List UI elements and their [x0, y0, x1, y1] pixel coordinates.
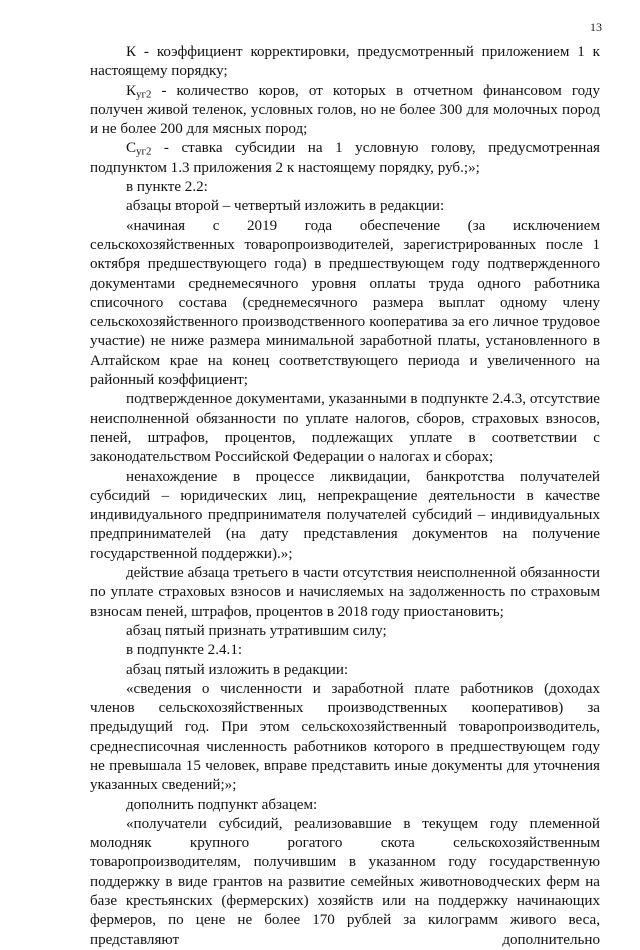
paragraph: в подпункте 2.4.1:: [126, 642, 243, 659]
symbol-subscript: уг2: [136, 88, 152, 101]
paragraph: [90, 139, 600, 178]
paragraph: [90, 82, 600, 140]
paragraph: К - коэффициент корректировки, предусмотренный приложением 1 к настоящему порядку;: [90, 44, 600, 80]
paragraph: абзац пятый изложить в редакции:: [126, 661, 349, 678]
paragraph: в пункте 2.2:: [126, 179, 208, 196]
paragraph: действие абзаца третьего в части отсутствия неисполненной обязанности по уплате страховых взносов и начисляемых на задолженность по страховым взносам пеней, штрафов, процентов в 2018 году приостановить;: [90, 565, 600, 620]
paragraph: «получатели субсидий, реализовавшие в текущем году племенной молодняк крупного рогатого скота сельскохозяйственным товаропроизводителям, получившим в указанном году государственную поддержку в виде грантов на развитие семейных животноводческих ферм на базе крестьянских (фермерских) хозяйств или на поддержку начинающих фермеров, по цене не более 170 рублей за килограмм живого веса, представляют дополнительно: [90, 815, 600, 948]
paragraph: дополнить подпункт абзацем:: [126, 796, 318, 813]
paragraph: абзац пятый признать утратившим силу;: [126, 622, 387, 639]
paragraph-text: - ставка субсидии на 1 условную голову, предусмотренная подпунктом 1.3 приложения 2 к настоящему порядку, руб.;»;: [90, 140, 600, 176]
symbol: К: [126, 82, 137, 99]
paragraph: ненахождение в процессе ликвидации, банкротства получателей субсидий – юридических лиц, непрекращение деятельности в качестве индивидуального предпринимателя получателей субсидий – индивидуальных предпринимателей (на дату представления документов на получение государственной поддержки).»;: [90, 468, 600, 562]
page-number: 13: [590, 20, 602, 34]
paragraph: «начиная с 2019 года обеспечение (за исключением сельскохозяйственных товаропроизводителей, зарегистрированных после 1 октября предшествующего года) в предшествующем году подтвержденного документами среднемесячного уровня оплаты труда одного работника списочного состава (среднемесячного размера выплат одному члену сельскохозяйственного производственного кооператива за его личное трудовое участие) не ниже размера минимальной заработной платы, установленного в Алтайском крае на конец соответствующего периода и увеличенного на районный коэффициент;: [90, 217, 600, 389]
paragraph: абзацы второй – четвертый изложить в редакции:: [126, 198, 445, 215]
symbol: С: [126, 140, 137, 157]
paragraph: «сведения о численности и заработной плате работников (доходах членов сельскохозяйственных производственных кооперативов) за предыдущий год. При этом сельскохозяйственный товаропроизводитель, среднесписочная численность работников которого в предшествующем году не превышала 15 человек, вправе представить иные документы для уточнения указанных сведений;»;: [90, 680, 600, 794]
paragraph-text: - количество коров, от которых в отчетном финансовом году получен живой теленок, условных голов, но не более 300 для молочных пород и не более 200 для мясных пород;: [90, 82, 600, 138]
document-body: [90, 43, 600, 950]
paragraph: подтвержденное документами, указанными в подпункте 2.4.3, отсутствие неисполненной обязанности по уплате налогов, сборов, страховых взносов, пеней, штрафов, процентов, подлежащих уплате в соответствии с законодательством Российской Федерации о налогах и сборах;: [90, 391, 600, 466]
symbol-subscript: уг2: [136, 146, 152, 159]
